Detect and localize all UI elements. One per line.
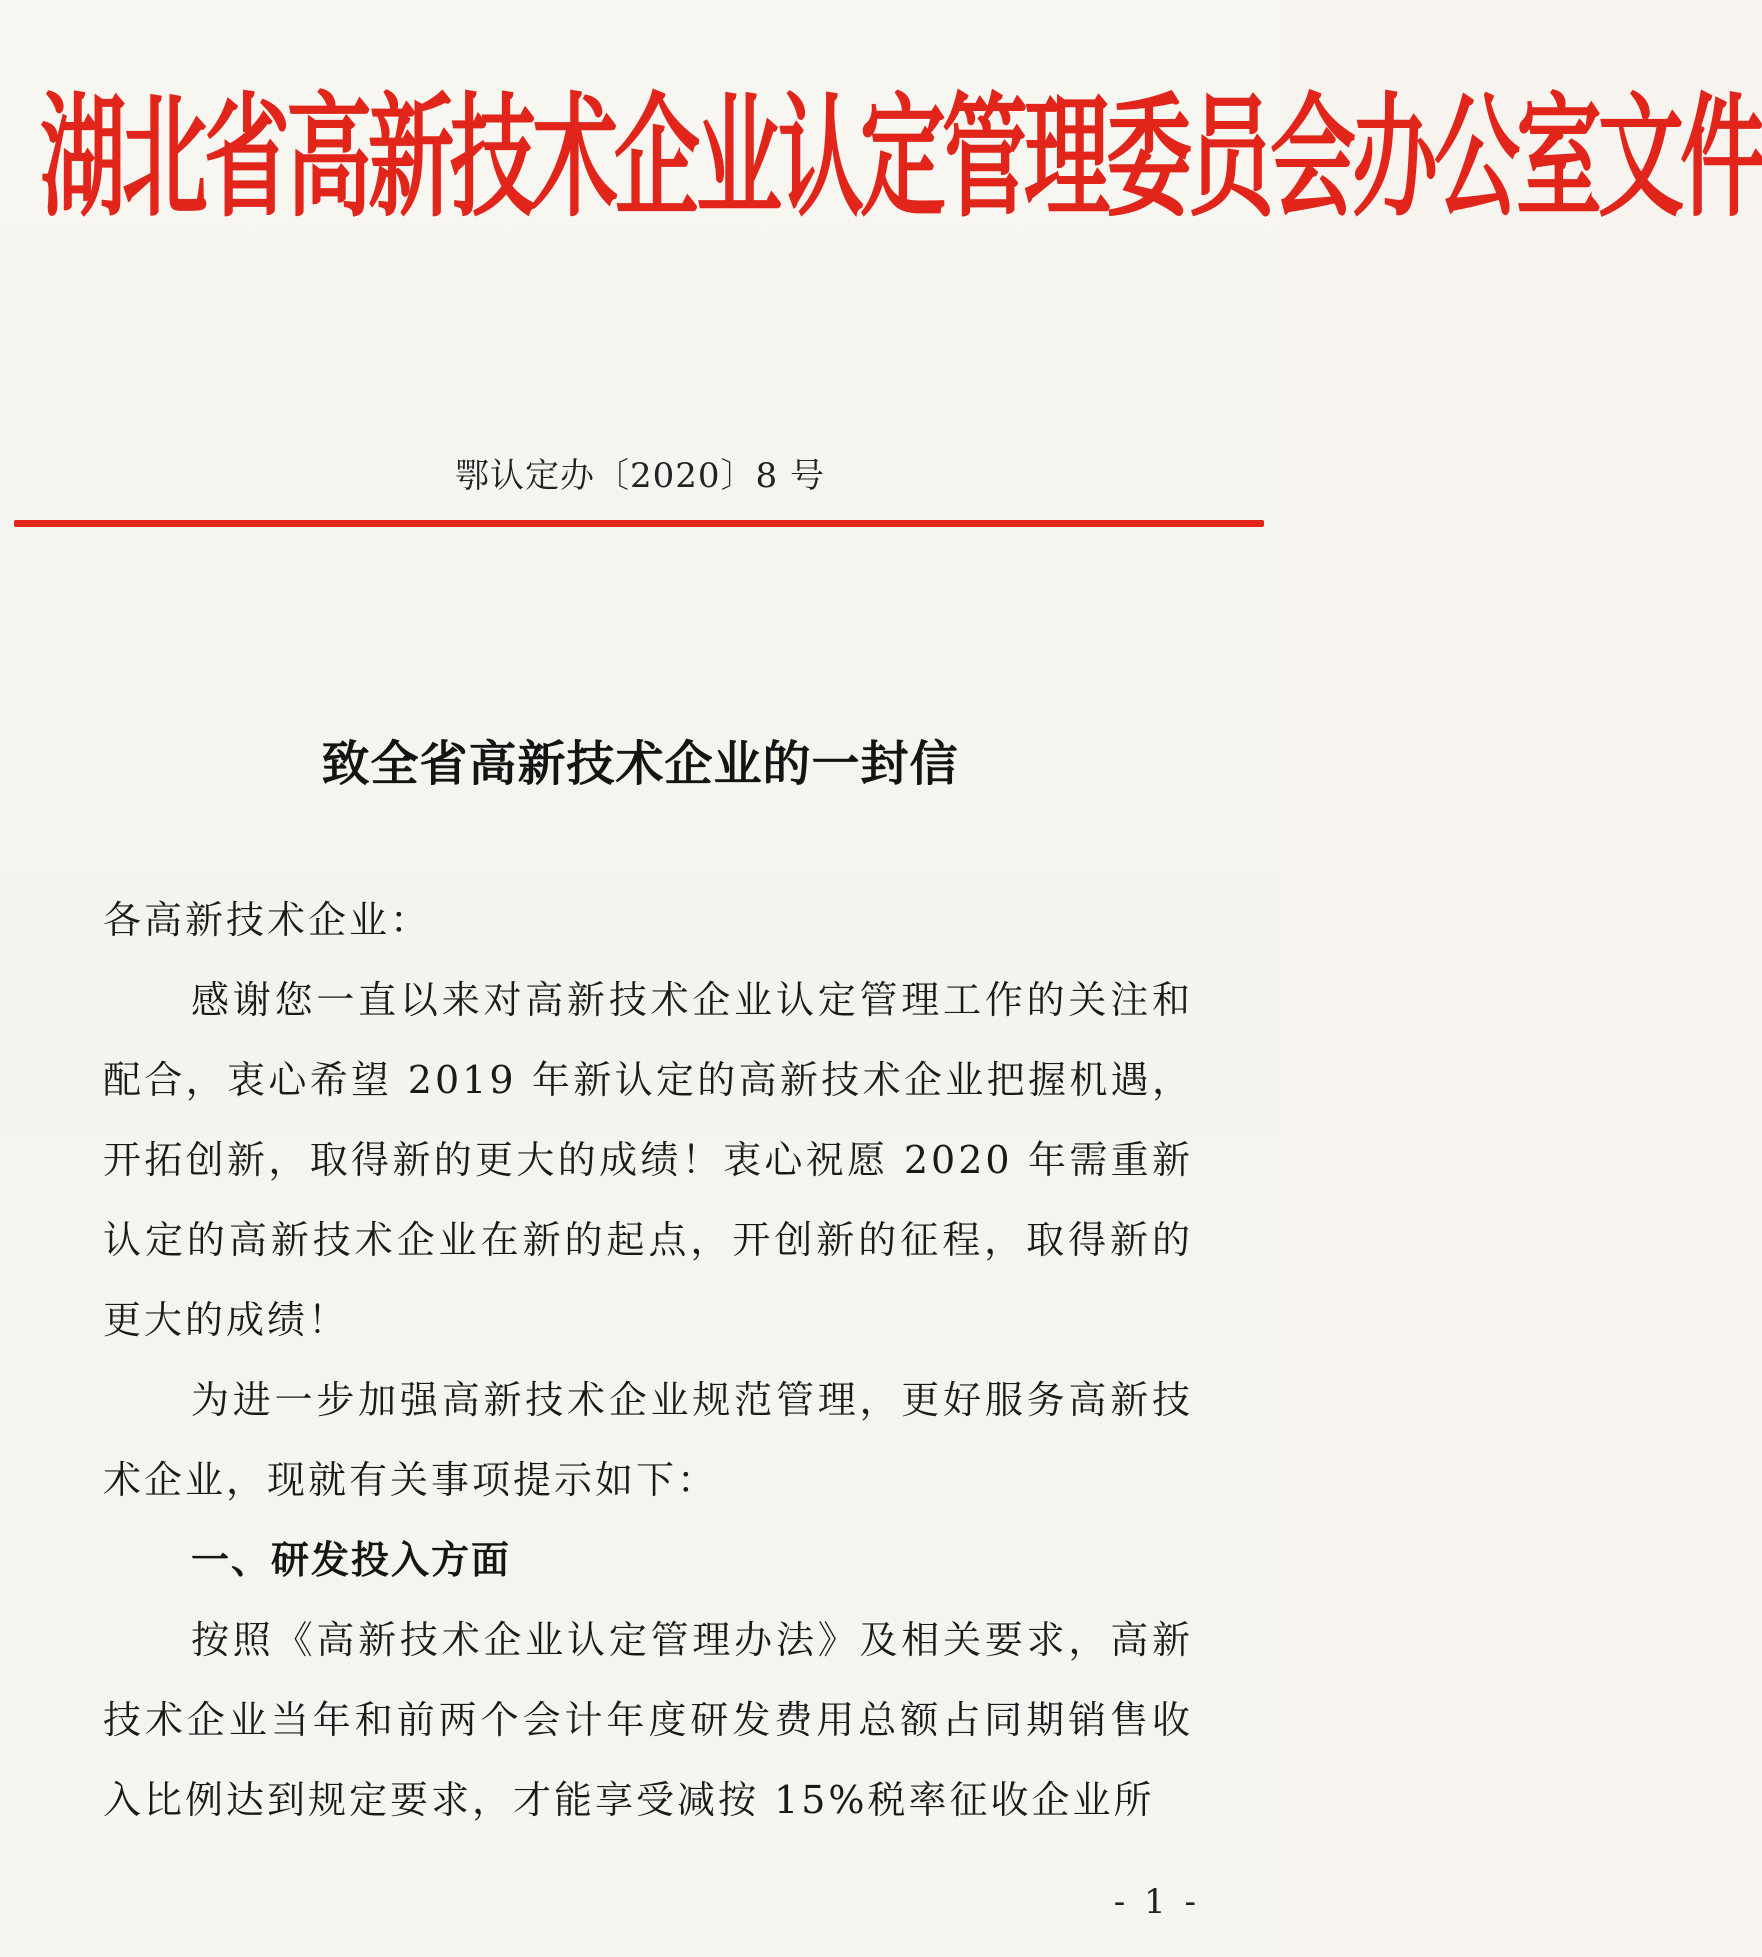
paragraph-section-1 bbox=[103, 1600, 1193, 1840]
letter-title: 致全省高新技术企业的一封信 bbox=[321, 736, 959, 792]
paragraph-text: 感谢您一直以来对高新技术企业认定管理工作的关注和配合，衷心希望 2019 年新认定的高新技术企业把握机遇，开拓创新，取得新的更大的成绩！衷心祝愿 2020 年需重新认定的高新技术企业在新的起点，开创新的征程，取得新的更大的成绩！ bbox=[103, 978, 1193, 1342]
paragraph-intro bbox=[103, 960, 1193, 1360]
page-number: - 1 - bbox=[1113, 1882, 1200, 1922]
red-divider-line bbox=[14, 520, 1264, 527]
document-number: 鄂认定办〔2020〕8 号 bbox=[455, 456, 825, 496]
paragraph-text: 为进一步加强高新技术企业规范管理，更好服务高新技术企业，现就有关事项提示如下： bbox=[103, 1378, 1193, 1502]
salutation: 各高新技术企业： bbox=[103, 898, 432, 942]
section-heading: 一、研发投入方面 bbox=[191, 1538, 512, 1582]
paragraph-text: 按照《高新技术企业认定管理办法》及相关要求，高新技术企业当年和前两个会计年度研发费用总额占同期销售收入比例达到规定要求，才能享受减按 15%税率征收企业所 bbox=[103, 1618, 1193, 1822]
paragraph-purpose bbox=[103, 1360, 1193, 1520]
issuer-red-header: 湖北省高新技术企业认定管理委员会办公室文件 bbox=[40, 81, 1762, 237]
